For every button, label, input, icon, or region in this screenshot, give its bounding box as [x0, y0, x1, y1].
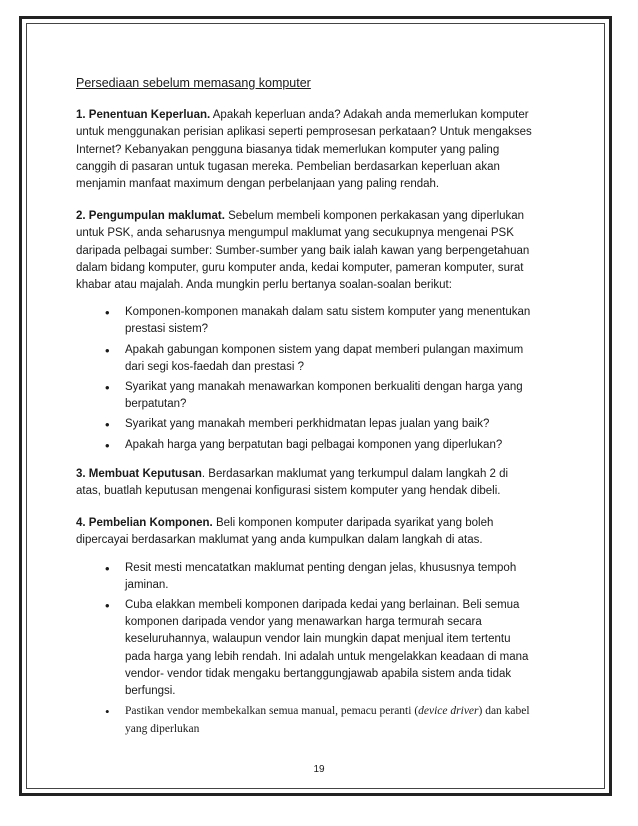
section-1-title: 1. Penentuan Keperluan.	[76, 109, 211, 122]
section-4-text: Beli komponen komputer daripada syarikat yang boleh dipercayai berdasarkan maklumat yang anda kumpulkan dalam langkah di atas.	[76, 517, 494, 547]
list-item: • Resit mesti mencatatkan maklumat penting dengan jelas, khususnya tempoh jaminan.	[111, 560, 536, 594]
section-2	[76, 208, 536, 294]
section-2-title: 2. Pengumpulan maklumat.	[76, 210, 225, 223]
list-item	[111, 703, 536, 737]
section-1	[76, 107, 536, 193]
page-number: 19	[313, 764, 325, 775]
last-bullet-italic: device driver	[418, 705, 479, 718]
list-item: • Syarikat yang manakah memberi perkhidmatan lepas jualan yang baik?	[111, 416, 536, 433]
section-4-title: 4. Pembelian Komponen.	[76, 517, 213, 530]
document-heading: Persediaan sebelum memasang komputer	[76, 76, 311, 90]
list-item: • Apakah harga yang berpatutan bagi pelbagai komponen yang diperlukan?	[111, 437, 536, 454]
list-item: • Komponen-komponen manakah dalam satu sistem komputer yang menentukan prestasi sistem?	[111, 304, 536, 338]
section-2-text: Sebelum membeli komponen perkakasan yang diperlukan untuk PSK, anda seharusnya mengumpul maklumat yang secukupnya mengenai PSK daripada pelbagai sumber: Sumber-sumber yang baik ialah kawan yang berpengetahuan dalam bidang komputer, guru komputer anda, kedai komputer, pameran komputer, surat khabar atau majalah. Anda mungkin perlu bertanya soalan-soalan berikut:	[76, 210, 530, 292]
document-body	[76, 75, 536, 750]
section-1-text: Apakah keperluan anda? Adakah anda memerlukan komputer untuk menggunakan perisian aplikasi seperti pemprosesan perkataan? Untuk mengakses Internet? Kebanyakan pengguna biasanya tidak memerlukan komputer yang paling canggih di pasaran untuk tugasan mereka. Pembelian berdasarkan keperluan akan menjamin manfaat maximum dengan perbelanjaan yang paling rendah.	[76, 109, 532, 191]
list-item: • Syarikat yang manakah menawarkan komponen berkualiti dengan harga yang berpatutan?	[111, 379, 536, 413]
list-item: • Apakah gabungan komponen sistem yang dapat memberi pulangan maximum dari segi kos-faedah dan prestasi ?	[111, 342, 536, 376]
section-3-title: 3. Membuat Keputusan	[76, 467, 202, 480]
section-3-text: . Berdasarkan maklumat yang terkumpul dalam langkah 2 di atas, buatlah keputusan mengenai konfigurasi sistem komputer yang hendak dibeli.	[76, 467, 509, 498]
list-item: • Cuba elakkan membeli komponen daripada kedai yang berlainan. Beli semua komponen daripada vendor yang menawarkan harga termurah secara keseluruhannya, walaupun vendor lain mungkin dapat menjual item tertentu pada harga yang lebih rendah. Ini adalah untuk mengelakkan keadaan di mana vendor- vendor tidak mengaku bertanggungjawab apabila sistem anda tidak berfungsi.	[111, 597, 536, 700]
section-4	[76, 515, 536, 549]
section-3	[76, 466, 536, 500]
last-bullet-pre: Pastikan vendor membekalkan semua manual, pemacu peranti (	[125, 705, 419, 718]
section-2-bullet-list	[76, 304, 536, 454]
section-4-bullet-list	[76, 560, 536, 738]
last-bullet-post: ) dan kabel yang diperlukan	[125, 705, 530, 735]
